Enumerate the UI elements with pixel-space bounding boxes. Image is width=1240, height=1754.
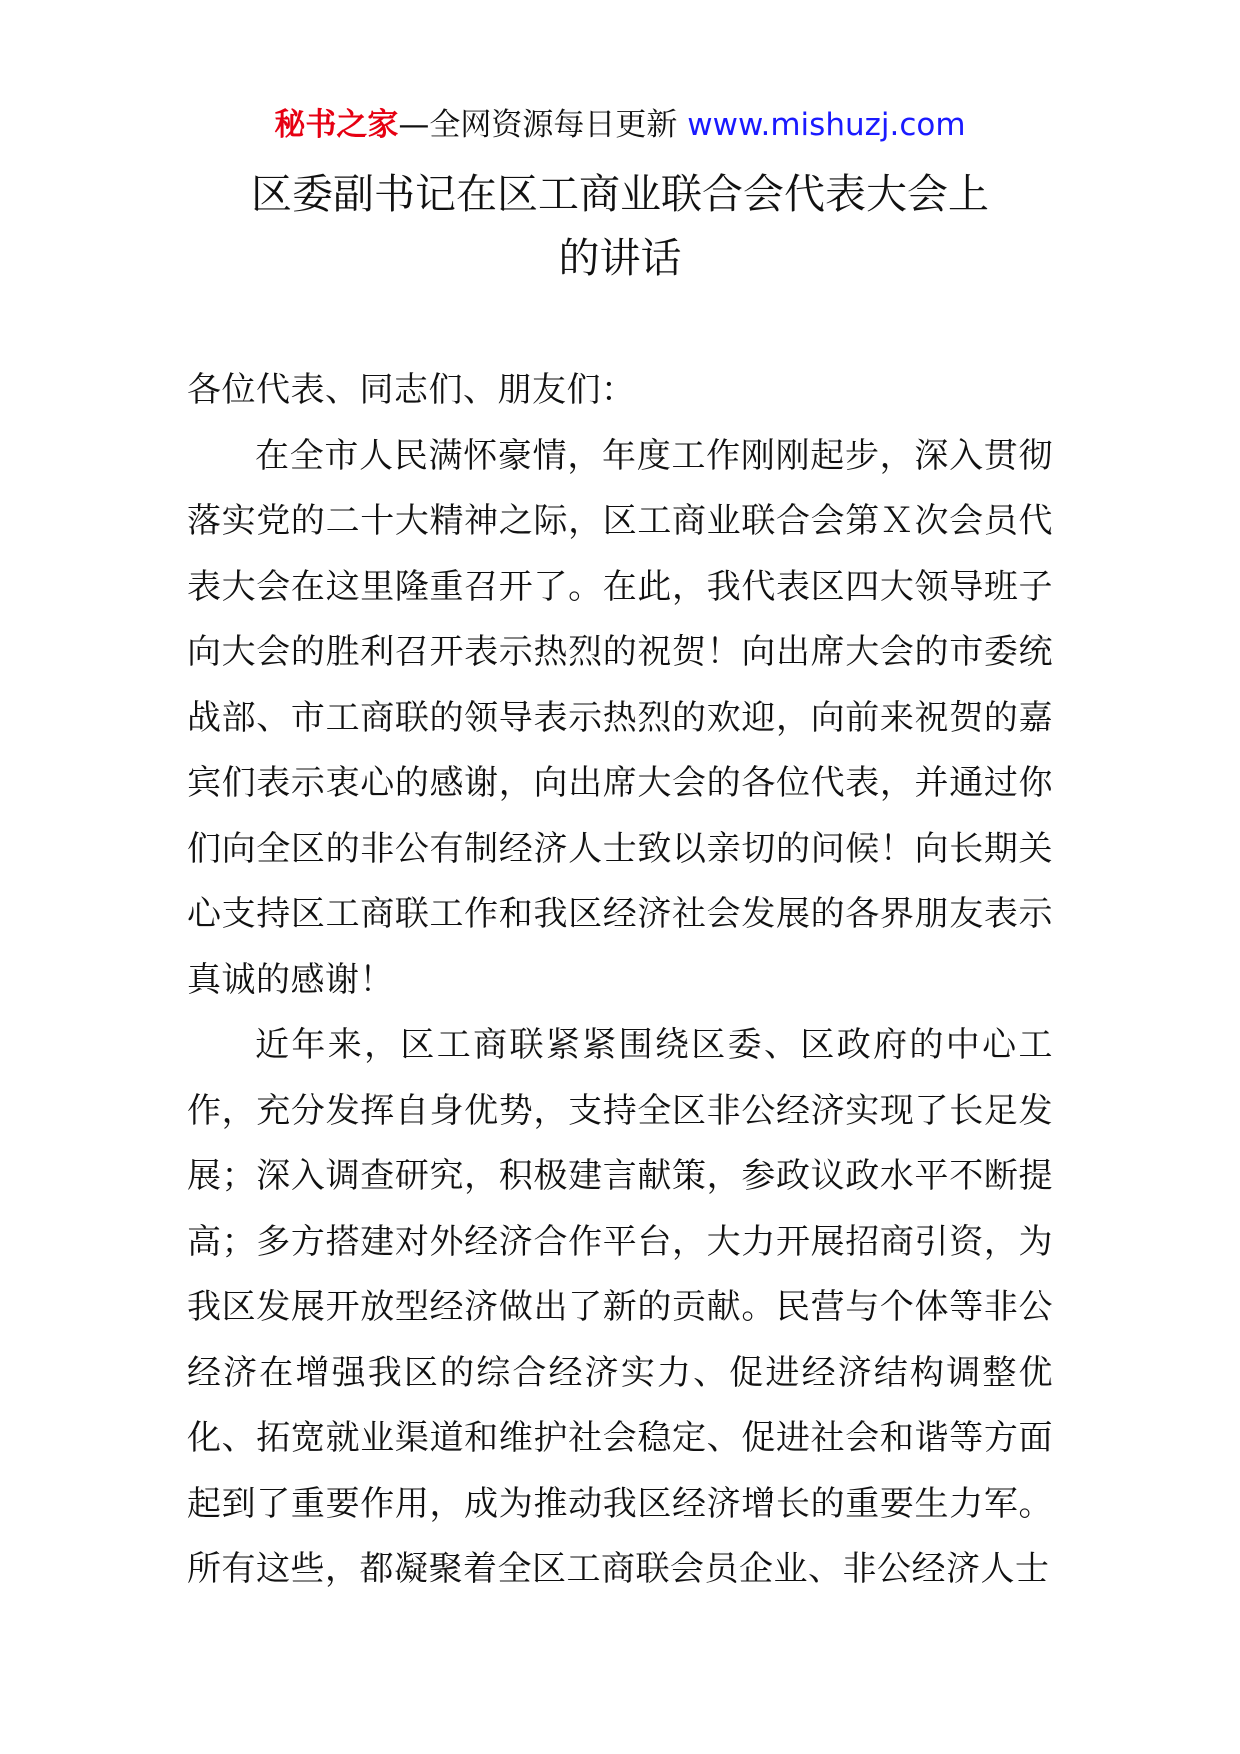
brand-name: 秘书之家 [274, 107, 399, 143]
title-line-1: 区委副书记在区工商业联合会代表大会上 [251, 170, 989, 218]
salutation: 各位代表、同志们、朋友们： [187, 370, 636, 410]
header-slogan: —全网资源每日更新 [398, 107, 678, 143]
paragraph-2: 近年来，区工商联紧紧围绕区委、区政府的中心工作，充分发挥自身优势，支持全区非公经济实现了长足发展；深入调查研究，积极建言献策，参政议政水平不断提高；多方搭建对外经济合作平台，大力开展招商引资，为我区发展开放型经济做出了新的贡献。民营与个体等非公经济在增强我区的综合经济实力、促进经济结构调整优化、拓宽就业渠道和维护社会稳定、促进社会和谐等方面起到了重要作用，成为推动我区经济增长的重要生力军。所有这些，都凝聚着全区工商联会员企业、非公经济人士 [187, 1025, 1053, 1589]
document-title [0, 162, 1240, 290]
paragraph-1: 在全市人民满怀豪情，年度工作刚刚起步，深入贯彻落实党的二十大精神之际，区工商业联合会第Ｘ次会员代表大会在这里隆重召开了。在此，我代表区四大领导班子向大会的胜利召开表示热烈的祝贺！向出席大会的市委统战部、市工商联的领导表示热烈的欢迎，向前来祝贺的嘉宾们表示衷心的感谢，向出席大会的各位代表，并通过你们向全区的非公有制经济人士致以亲切的问候！向长期关心支持区工商联工作和我区经济社会发展的各界朋友表示真诚的感谢！ [187, 435, 1053, 1000]
site-header [0, 100, 1240, 150]
title-line-2: 的讲话 [558, 234, 682, 282]
document-body [187, 358, 1053, 1603]
site-url-link[interactable]: www.mishuzj.com [687, 107, 966, 143]
